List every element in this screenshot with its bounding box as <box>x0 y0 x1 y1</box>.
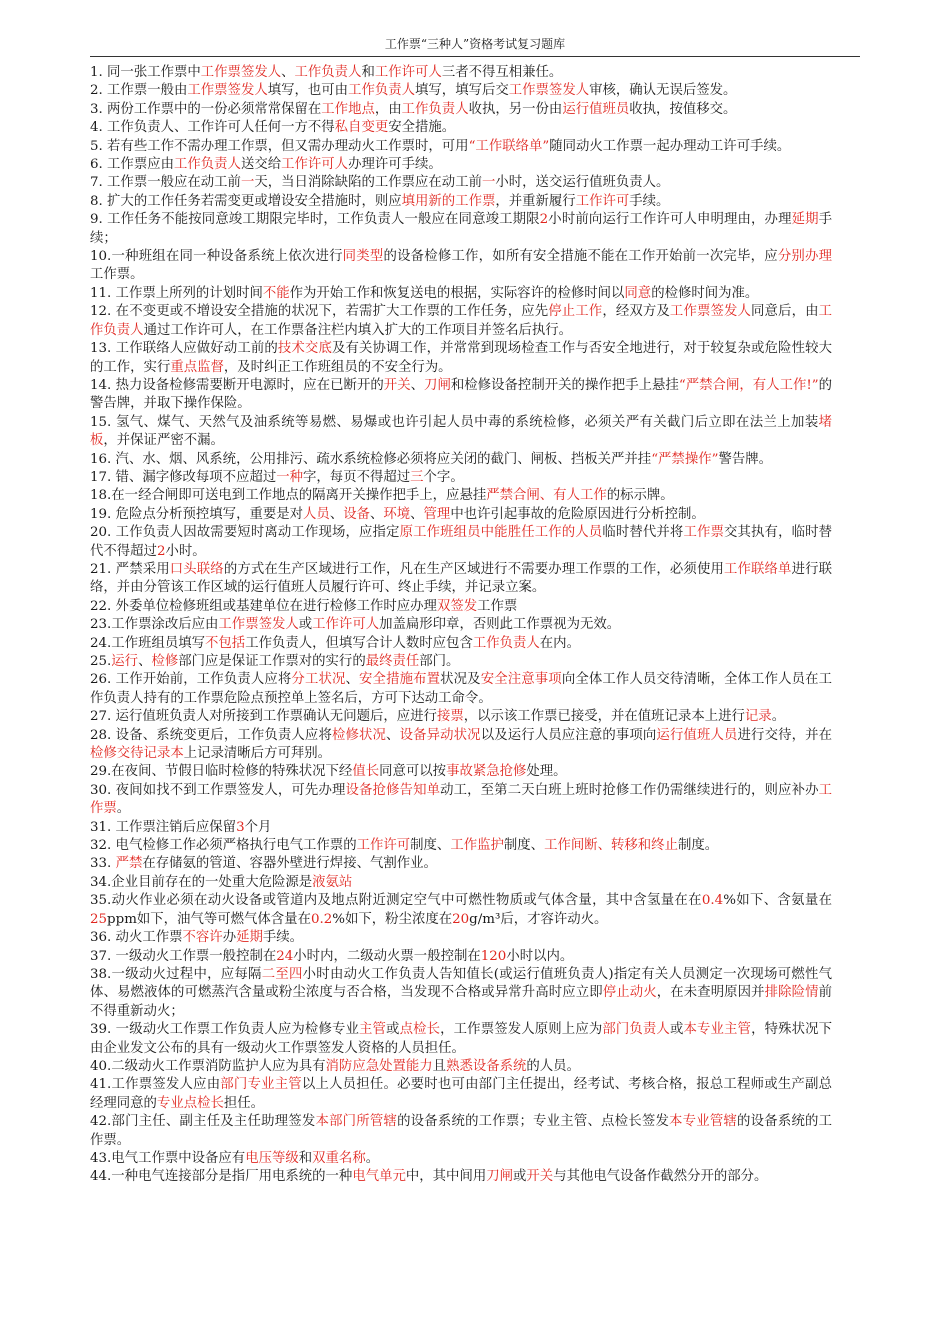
question-item <box>90 929 832 947</box>
question-text: 17. 错、漏字修改每项不应超过 <box>90 469 277 485</box>
question-text: 25. <box>90 654 112 669</box>
question-text: 和 <box>361 65 375 80</box>
answer-highlight: 口头联络 <box>169 561 224 577</box>
question-item <box>90 82 832 100</box>
question-text: 临时替代并将 <box>602 525 684 541</box>
question-text: 中，其中间用 <box>405 1169 487 1185</box>
answer-highlight: 分工状况 <box>291 672 346 688</box>
question-text: 填写，也可由 <box>267 83 349 99</box>
question-item <box>90 966 832 1021</box>
question-text: 2. 工作票一般由 <box>90 83 188 99</box>
question-text: 、 <box>281 65 295 80</box>
answer-highlight: 工作票 <box>90 782 832 817</box>
answer-highlight: 管理 <box>423 506 451 522</box>
question-text: 36. 动火工作票 <box>90 930 183 946</box>
question-item <box>90 1150 832 1168</box>
question-text: 41.工作票签发人应由 <box>90 1077 221 1093</box>
question-text: 1. 同一张工作票中 <box>90 65 201 80</box>
question-text: 。 <box>771 709 786 725</box>
answer-highlight: 设备异动状况 <box>399 727 481 743</box>
question-text: 以及运行人员应注意的事项向 <box>480 727 657 743</box>
question-item <box>90 892 832 929</box>
question-text: 的设备检修工作，如所有安全措施不能在工作开始前一次完毕，应 <box>383 249 778 265</box>
question-text: 13. 工作联络人应做好动工前的 <box>90 341 278 357</box>
answer-highlight: 二至四 <box>261 966 303 982</box>
answer-highlight: 工作票签发人 <box>508 83 590 99</box>
answer-highlight: 填用新的工作票 <box>401 193 496 209</box>
answer-highlight: 0.2 <box>310 911 333 927</box>
answer-highlight: 同类型 <box>342 249 384 265</box>
question-item <box>90 653 832 671</box>
answer-highlight: 电压等级 <box>245 1150 299 1166</box>
answer-highlight: 工作负责人 <box>348 83 416 99</box>
question-item <box>90 451 832 469</box>
question-text: 43.电气工作票中设备应有 <box>90 1150 246 1166</box>
question-text: 。 <box>116 801 131 817</box>
answer-highlight: 工作票 <box>683 525 724 541</box>
question-text: 警告牌。 <box>718 451 773 467</box>
question-text: ，以示该工作票已接受，并在值班记录本上进行 <box>463 709 745 725</box>
question-item <box>90 874 832 892</box>
question-text: 23.工作票涂改后应由 <box>90 617 219 633</box>
question-text: 及有关协调工作，并常常到现场检查工作与否安全地进行，对于较复杂或危险性较大的工作，实行 <box>90 341 832 375</box>
answer-highlight: 不能 <box>262 285 290 301</box>
answer-highlight: 一 <box>240 175 255 191</box>
question-text: 手续。 <box>629 193 670 209</box>
answer-highlight: 检修 <box>151 654 179 669</box>
question-item <box>90 1021 832 1058</box>
question-text: 。 <box>365 1150 380 1166</box>
question-text: 工作票。 <box>90 267 144 283</box>
question-text: 天，当日消除缺陷的工作票应在动工前 <box>254 175 482 191</box>
question-text: 、 <box>386 727 400 743</box>
question-text: 16. 汽、水、烟、风系统，公用排污、疏水系统检修必须将应关闭的截门、闸板、挡板关严并挂 <box>90 451 652 467</box>
answer-highlight: 2 <box>156 543 166 559</box>
answer-highlight: 工作许可人 <box>374 65 442 80</box>
question-text: 的设备系统的工作票。 <box>90 1114 833 1148</box>
question-text: ，经双方及 <box>602 304 670 320</box>
answer-highlight: 24 <box>276 948 294 964</box>
question-text: 向全体工作人员交待清晰，全体工作人员在工作负责人持有的工作票危险点预控单上签名后，方可下达动工命令。 <box>90 672 833 706</box>
question-text: 小时前向运行工作许可人申明理由，办理 <box>548 212 792 228</box>
question-text: 审核，确认无误后签发。 <box>589 83 737 99</box>
question-item <box>90 1168 832 1186</box>
answer-highlight: 主管 <box>359 1022 387 1038</box>
answer-highlight: 本部门所管辖 <box>315 1114 398 1130</box>
question-text: 7. 工作票一般应在动工前 <box>90 175 241 191</box>
question-text: 22. 外委单位检修班组或基建单位在进行检修工作时应办理 <box>90 598 437 614</box>
answer-highlight: 工作票签发人 <box>200 65 282 80</box>
answer-highlight: 最终责任 <box>365 654 420 669</box>
question-item <box>90 340 832 377</box>
question-text: %如下、含氨量在 <box>723 893 832 909</box>
question-item <box>90 303 832 340</box>
question-text: 9. 工作任务不能按同意竣工期限完毕时，工作负责人一般应在同意竣工期限 <box>90 212 540 228</box>
answer-highlight: 工作票签发人 <box>669 304 752 320</box>
question-text: 的警告牌，并取下操作保险。 <box>90 377 833 412</box>
question-text: 44.一种电气连接部分是指厂用电系统的一种 <box>90 1169 353 1185</box>
answer-highlight: 检修交待记录本 <box>90 746 184 762</box>
answer-highlight: 20 <box>452 911 470 927</box>
question-item <box>90 193 832 211</box>
question-text: 前不得重新动火； <box>90 985 833 1019</box>
answer-highlight: 一种 <box>276 469 304 485</box>
question-item <box>90 524 832 561</box>
question-text: 状况及 <box>440 672 481 688</box>
question-item <box>90 819 832 837</box>
question-text: 进行交待，并在 <box>737 727 833 743</box>
question-text: 34.企业目前存在的一处重大危险源是 <box>90 874 313 890</box>
question-text: ，并保证严密不漏。 <box>103 433 224 449</box>
question-text: 小时，送交运行值班负责人。 <box>495 175 670 191</box>
question-text: 5. 若有些工作不需办理工作票，但又需办理动火工作票时，可用 <box>90 138 469 154</box>
question-item <box>90 727 832 764</box>
question-item <box>90 377 832 414</box>
question-text: 38.一级动火过程中，应每隔 <box>90 966 262 982</box>
answer-highlight: 专业点检长 <box>156 1095 224 1111</box>
question-text: g/m³后，才容许动火。 <box>469 911 608 927</box>
answer-highlight: 接票 <box>436 709 464 725</box>
question-text: 部门应是保证工作票对的实行的 <box>178 654 366 669</box>
answer-highlight: 消防应急处置能力 <box>325 1058 433 1074</box>
answer-highlight: 工作联络单 <box>723 561 792 577</box>
question-text: 工作票 <box>477 598 518 614</box>
question-text: 制度、 <box>410 838 451 854</box>
question-text: 或 <box>386 1022 400 1038</box>
question-text: 小时由动火工作负责人告知值长(或运行值班负责人)指定有关人员测定一次现场可燃性气体、易燃液体的可燃蒸汽含量或粉尘浓度与否合格，当发现不合格或异常升高时应立即 <box>90 966 833 1001</box>
question-text: 的设备系统的工作票；专业主管、点检长签发 <box>397 1114 670 1130</box>
answer-highlight: 刀闸 <box>486 1169 514 1185</box>
answer-highlight: 点检长 <box>399 1022 441 1038</box>
question-text: 收执，按值移交。 <box>629 101 737 117</box>
question-text: 24.工作班组员填写 <box>90 635 206 651</box>
answer-highlight: 运行值班人员 <box>656 727 738 743</box>
question-text: 交其执有，临时替代不得超过 <box>90 525 833 559</box>
question-text: 安全措施。 <box>388 120 456 136</box>
question-text: 、 <box>410 377 425 393</box>
answer-highlight: 120 <box>480 948 507 964</box>
answer-highlight: 液氨站 <box>312 874 353 890</box>
answer-highlight: 分别办理 <box>777 249 833 265</box>
answer-highlight: 记录 <box>744 709 772 725</box>
question-text: 字，每页不得超过 <box>303 469 411 485</box>
question-text: 21. 严禁采用 <box>90 561 170 577</box>
question-text: 在内。 <box>539 635 580 651</box>
question-item <box>90 506 832 524</box>
answer-highlight: 延期 <box>236 930 263 946</box>
question-text: 28. 设备、系统变更后，工作负责人应将 <box>90 727 332 743</box>
question-item <box>90 598 832 616</box>
question-text: ，工作票签发人原则上应为 <box>440 1022 603 1038</box>
answer-highlight: 技术交底 <box>277 341 332 357</box>
question-item <box>90 708 832 726</box>
question-text: 35.动火作业必须在动火设备或管道内及地点附近测定空气中可燃性物质或气体含量，其中含氢量在在 <box>90 893 702 909</box>
question-text: 的人员。 <box>526 1058 580 1074</box>
question-text: 和 <box>298 1150 313 1166</box>
question-item <box>90 174 832 192</box>
question-text: 填写，填写后交 <box>415 83 509 99</box>
question-text: 3. 两份工作票中的一份必须常常保留在 <box>90 101 322 117</box>
answer-highlight: 工作许可 <box>575 193 630 209</box>
question-text: 的检修时间为准。 <box>651 285 759 301</box>
question-text: 14. 热力设备检修需要断开电源时，应在已断开的 <box>90 377 384 393</box>
question-item <box>90 635 832 653</box>
question-item <box>90 837 832 855</box>
answer-highlight: 值长 <box>352 764 380 780</box>
answer-highlight: “严禁合闸，有人工作!” <box>678 377 819 393</box>
answer-highlight: 排除险情 <box>764 985 819 1001</box>
header-divider <box>90 56 860 57</box>
question-item <box>90 101 832 119</box>
question-text: 小时以内。 <box>506 948 574 964</box>
question-text: ppm如下，油气等可燃气体含量在 <box>107 911 311 927</box>
question-text: 与其他电气设备作截然分开的部分。 <box>553 1169 768 1185</box>
answer-highlight: 3 <box>236 819 245 835</box>
question-text: 、 <box>138 654 152 669</box>
answer-highlight: 停止动火 <box>602 985 657 1001</box>
answer-highlight: 三 <box>410 469 424 485</box>
question-item <box>90 156 832 174</box>
question-item <box>90 616 832 634</box>
question-text: 18.在一经合闸即可送电到工作地点的隔离开关操作把手上，应悬挂 <box>90 488 487 504</box>
answer-highlight: 不包括 <box>205 635 246 651</box>
answer-highlight: “工作联络单” <box>468 138 550 154</box>
answer-highlight: “严禁操作” <box>651 451 719 467</box>
question-text: 部门。 <box>419 654 460 669</box>
question-item <box>90 487 832 505</box>
question-text: ，并重新履行 <box>495 193 576 209</box>
answer-highlight: 设备抢修告知单 <box>345 782 441 798</box>
question-text: 在存储氨的管道、容器外壁进行焊接、气割作业。 <box>142 856 437 872</box>
answer-highlight: 停止工作 <box>548 304 603 320</box>
answer-highlight: 本专业主管 <box>683 1022 752 1038</box>
question-text: 31. 工作票注销后应保留 <box>90 819 237 835</box>
question-text: 42.部门主任、副主任及主任助理签发 <box>90 1114 316 1130</box>
answer-highlight: 工作负责人 <box>294 65 362 80</box>
answer-highlight: 工作负责人 <box>90 304 833 338</box>
question-text: 通过工作许可人，在工作票备注栏内填入扩大的工作项目并签名后执行。 <box>143 322 573 338</box>
answer-highlight: 严禁 <box>115 856 143 872</box>
question-text: 26. 工作开始前，工作负责人应将 <box>90 672 292 688</box>
answer-highlight: 环境 <box>383 506 411 522</box>
question-item <box>90 248 832 285</box>
question-text: 32. 电气检修工作必须严格执行电气工作票的 <box>90 838 357 854</box>
question-text: 小时。 <box>165 543 206 559</box>
question-text: 手续； <box>90 212 833 246</box>
question-text: ，由 <box>374 101 402 117</box>
question-text: 作为开始工作和恢复送电的根据，实际容许的检修时间以 <box>289 285 625 301</box>
answer-highlight: 熟悉设备系统 <box>446 1058 527 1074</box>
question-item <box>90 561 832 598</box>
question-item <box>90 414 832 451</box>
question-text: 的方式在生产区域进行工作，凡在生产区域进行不需要办理工作票的工作，必须使用 <box>223 561 724 577</box>
question-item <box>90 119 832 137</box>
question-text: 办理许可手续。 <box>348 157 442 173</box>
question-text: 个字。 <box>423 469 464 485</box>
question-text: 同意后，由 <box>751 304 819 320</box>
question-text: ，在未查明原因并 <box>656 985 765 1001</box>
question-text: 个月 <box>244 819 272 835</box>
answer-highlight: 电气单元 <box>352 1169 406 1185</box>
question-text: 20. 工作负责人因故需要短时离动工作现场，应指定 <box>90 525 400 541</box>
question-text: 送交给 <box>240 157 282 173</box>
question-text: 40.二级动火工作票消防监护人应为具有 <box>90 1058 326 1074</box>
answer-highlight: 工作负责人 <box>401 101 469 117</box>
question-text: %如下，粉尘浓度在 <box>332 911 453 927</box>
question-text: 随同动火工作票一起办理动工许可手续。 <box>549 138 791 154</box>
answer-highlight: 双签发 <box>436 598 478 614</box>
question-text: 19. 危险点分析预控填写，重要是对 <box>90 506 304 522</box>
answer-highlight: 开关 <box>526 1169 554 1185</box>
question-text: 收执，另一份由 <box>468 101 563 117</box>
answer-highlight: 工作许可 <box>356 838 411 854</box>
question-text: 工作负责人，但填写合计人数时应包含 <box>245 635 473 651</box>
answer-highlight: 堵板 <box>90 414 832 449</box>
answer-highlight: 开关 <box>383 377 411 393</box>
question-text: 制度。 <box>677 838 719 854</box>
question-item <box>90 671 832 708</box>
answer-highlight: 刀闸 <box>424 377 451 393</box>
answer-highlight: 工作许可人 <box>281 157 349 173</box>
question-text: 6. 工作票应由 <box>90 157 174 173</box>
question-text: 30. 夜间如找不到工作票签发人，可先办理 <box>90 782 346 798</box>
question-item <box>90 1113 832 1150</box>
question-item <box>90 469 832 487</box>
question-item <box>90 1058 832 1076</box>
answer-highlight: 人员 <box>303 506 330 522</box>
question-text: ，特殊状况下由企业发文公布的具有一级动火工作票签发人资格的人员担任。 <box>90 1022 833 1056</box>
question-text: 、 <box>410 506 424 522</box>
answer-highlight: 工作许可人 <box>312 617 380 633</box>
question-text: 4. 工作负责人、工作许可人任何一方不得 <box>90 120 335 136</box>
question-text: 或 <box>298 617 313 633</box>
question-text: 15. 氢气、煤气、天然气及油系统等易燃、易爆或也许引起人员中毒的系统检修，必须关严有关截门后立即在法兰上加装 <box>90 414 819 430</box>
question-text: 11. 工作票上所列的计划时间 <box>90 285 263 301</box>
question-text: 或 <box>513 1169 527 1185</box>
answer-highlight: 同意 <box>624 285 652 301</box>
answer-highlight: 原工作班组员中能胜任工作的人员 <box>399 525 603 541</box>
question-item <box>90 285 832 303</box>
question-item <box>90 855 832 873</box>
question-item <box>90 782 832 819</box>
answer-highlight: 不容许 <box>182 930 223 946</box>
question-text: 10.一种班组在同一种设备系统上依次进行 <box>90 249 343 265</box>
question-text: 上记录清晰后方可拜别。 <box>183 746 332 762</box>
answer-highlight: 运行值班员 <box>562 101 630 117</box>
question-text: 27. 运行值班负责人对所接到工作票确认无问题后，应进行 <box>90 709 437 725</box>
answer-highlight: 严禁合闸、有人工作 <box>486 488 607 504</box>
answer-highlight: 工作地点 <box>321 101 375 117</box>
answer-highlight: 工作间断、转移和终止 <box>544 838 678 854</box>
question-text: ，及时纠正工作班组员的不安全行为。 <box>223 359 452 375</box>
answer-highlight: 工作负责人 <box>472 635 540 651</box>
answer-highlight: 本专业管辖 <box>669 1114 738 1130</box>
answer-highlight: 设备 <box>343 506 370 522</box>
answer-highlight: 部门专业主管 <box>220 1077 302 1093</box>
question-text: 和检修设备控制开关的操作把手上悬挂 <box>450 377 679 393</box>
question-text: 动工，至第二天白班上班时抢修工作仍需继续进行的，则应补办 <box>440 782 819 798</box>
question-item <box>90 64 832 82</box>
answer-highlight: 部门负责人 <box>602 1022 670 1038</box>
answer-highlight: 重点监督 <box>170 359 224 375</box>
question-text: 以上人员担任。必要时也可由部门主任提出，经考试、考核合格，报总工程师或生产副总经理同意的 <box>90 1077 833 1111</box>
answer-highlight: 延期 <box>791 212 819 228</box>
question-text: 办 <box>222 930 237 946</box>
question-item <box>90 948 832 966</box>
question-item <box>90 211 832 248</box>
answer-highlight: 检修状况 <box>331 727 387 743</box>
page-title: 工作票“三种人”资格考试复习题库 <box>384 37 566 51</box>
question-text: 处理。 <box>526 764 567 780</box>
answer-highlight: 2 <box>539 212 549 228</box>
question-text: 进行联络，并由分管该工作区域的运行值班人员履行许可、终止手续，并记录立案。 <box>90 561 833 596</box>
answer-highlight: 事故紧急抢修 <box>446 764 527 780</box>
question-item <box>90 763 832 781</box>
question-text: 小时内，二级动火票一般控制在 <box>293 948 481 964</box>
answer-highlight: 运行 <box>111 654 139 669</box>
question-text: 手续。 <box>262 930 304 946</box>
question-text: 的标示牌。 <box>606 488 674 504</box>
question-text: 29.在夜间、节假日临时检修的特殊状况下经 <box>90 764 353 780</box>
question-text: 、 <box>369 506 384 522</box>
answer-highlight: 私自变更 <box>334 120 389 136</box>
answer-highlight: 工作票签发人 <box>218 617 299 633</box>
answer-highlight: 一 <box>481 175 496 191</box>
question-item <box>90 138 832 156</box>
question-text: 中也许引起事故的危险原因进行分析控制。 <box>450 506 705 522</box>
answer-highlight: 工作负责人 <box>174 157 241 173</box>
question-text: 33. <box>90 856 116 872</box>
question-text: 同意可以按 <box>379 764 447 780</box>
answer-highlight: 工作监护 <box>450 838 504 854</box>
question-text: 8. 扩大的工作任务若需变更或增设安全措施时，则应 <box>90 193 402 209</box>
question-text: 39. 一级动火工作票工作负责人应为检修专业 <box>90 1022 359 1038</box>
question-text: 、 <box>329 506 344 522</box>
question-text: 担任。 <box>223 1095 265 1111</box>
question-text: 三者不得互相兼任。 <box>441 65 563 80</box>
answer-highlight: 25 <box>90 911 108 927</box>
question-text: 或 <box>669 1022 684 1038</box>
question-item <box>90 1076 832 1113</box>
question-text: 12. 在不变更或不增设安全措施的状况下，若需扩大工作票的工作任务，应先 <box>90 304 549 320</box>
question-text: 、 <box>345 672 360 688</box>
question-text: 加盖扁形印章，否则此工作票视为无效。 <box>379 617 621 633</box>
answer-highlight: 工作票签发人 <box>187 83 268 99</box>
question-text: 且 <box>432 1058 447 1074</box>
question-list <box>90 64 832 1187</box>
answer-highlight: 0.4 <box>701 893 724 909</box>
question-text: 制度、 <box>503 838 545 854</box>
answer-highlight: 安全注意事项 <box>480 672 562 688</box>
answer-highlight: 双重名称 <box>312 1150 366 1166</box>
question-text: 37. 一级动火工作票一般控制在 <box>90 948 277 964</box>
answer-highlight: 安全措施布置 <box>359 672 441 688</box>
